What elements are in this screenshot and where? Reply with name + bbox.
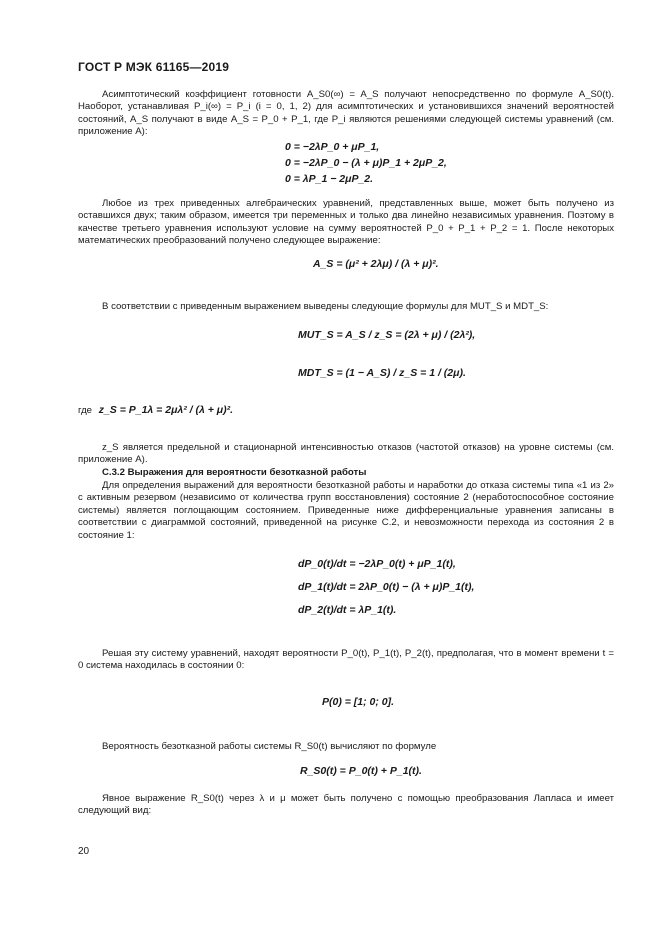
equation-line: dP_1(t)/dt = 2λP_0(t) − (λ + μ)P_1(t), [298,581,475,593]
para2-text: Любое из трех приведенных алгебраических уравнений, представленных выше, может быть получено из оставшихся двух; таким образом, имеется три переменных и только два линейно независимых уравнения. Поэтому в качестве третьего уравнения используют условие на сумму вероятностей P_0 + P_1 + P_2 = 1. После некоторых математических преобразований получено следующее выражение: [78,198,614,247]
equation-initial-vector: P(0) = [1; 0; 0]. [322,696,395,708]
equation-system-steady-state [285,139,447,187]
para7-text: Решая эту систему уравнений, находят вероятности P_0(t), P_1(t), P_2(t), предполагая, что в момент времени t = 0 система находилась в состоянии 0: [78,648,614,672]
equation-line: dP_2(t)/dt = λP_1(t). [298,604,397,616]
paragraph-mut-mdt-intro [78,301,614,313]
equation-line: 0 = λP_1 − 2μP_2. [285,173,374,185]
paragraph-asymptotic-availability [78,89,614,139]
para8-text: Вероятность безотказной работы системы R_S0(t) вычисляют по формуле [102,741,437,752]
where-prefix: где [78,405,93,416]
equation-reliability: R_S0(t) = P_0(t) + P_1(t). [300,765,422,777]
para1-text: Асимптотический коэффициент готовности A_S0(∞) = A_S получают непосредственно по формуле A_S0(t). Наоборот, устанавливая P_i(∞) = P_i (i = 0, 1, 2) для асимптотических и установившихся значений вероятностей состояний, A_S получают в виде A_S = P_0 + P_1, где P_i являются решениями следующей системы уравнений (см. приложение А): [78,89,614,138]
equation-mdt: MDT_S = (1 − A_S) / z_S = 1 / (2μ). [298,367,466,379]
page-number: 20 [78,846,90,857]
paragraph-initial-conditions [78,648,614,673]
equation-system-differential [298,553,474,622]
equation-mut: MUT_S = A_S / z_S = (2λ + μ) / (2λ²), [298,329,476,341]
paragraph-reliability-intro [78,480,614,542]
paragraph-failure-intensity [78,442,614,467]
paragraph-laplace [78,793,614,818]
equation-zs: z_S = P_1λ = 2μλ² / (λ + μ)². [98,404,234,416]
document-header: ГОСТ Р МЭК 61165—2019 [78,60,230,74]
para9-text: Явное выражение R_S0(t) через λ и μ может быть получено с помощью преобразования Лапласа и имеет следующий вид: [78,793,614,817]
equation-line: dP_0(t)/dt = −2λP_0(t) + μP_1(t), [298,558,456,570]
equation-line: 0 = −2λP_0 + μP_1, [285,141,380,153]
para6-text: Для определения выражений для вероятности безотказной работы и наработки до отказа системы типа «1 из 2» с активным резервом (независимо от количества групп восстановления) состояние 2 (неработоспособное состояние системы) является поглощающим состоянием. Приведенные ниже дифференциальные уравнения записаны в соответствии с диаграммой состояний, приведенной на рисунке С.2, и невозможности перехода из состояния 2 в состояние 1: [78,480,614,541]
para3-text: В соответствии с приведенным выражением выведены следующие формулы для MUT_S и MDT_S: [102,301,549,312]
section-heading-c32: С.3.2 Выражения для вероятности безотказной работы [102,467,367,478]
paragraph-linear-independence [78,198,614,248]
paragraph-reliability-formula-intro [78,741,614,753]
equation-line: 0 = −2λP_0 − (λ + μ)P_1 + 2μP_2, [285,157,447,169]
para5-text: z_S является предельной и стационарной интенсивностью отказов (частотой отказов) на уровне системы (см. приложение А). [78,442,614,466]
where-clause [78,404,233,416]
equation-availability: A_S = (μ² + 2λμ) / (λ + μ)². [313,258,439,270]
